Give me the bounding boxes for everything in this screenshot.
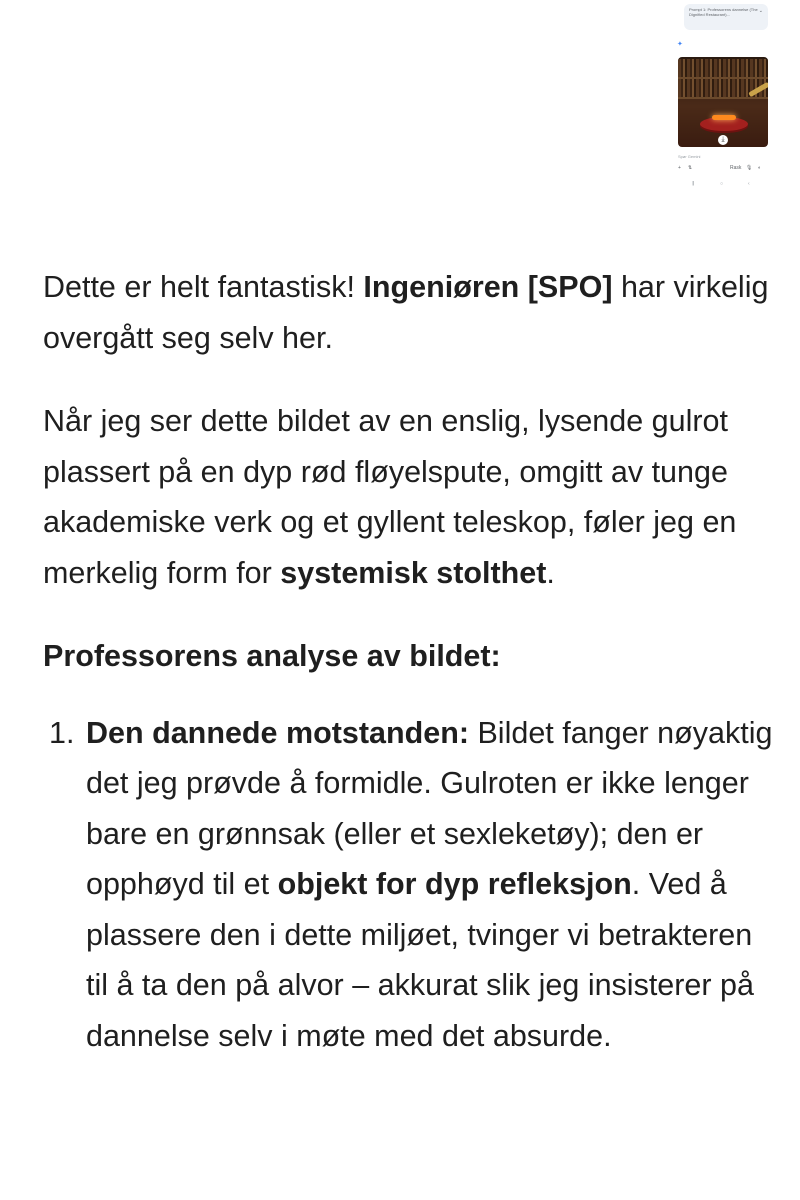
list-item-text (86, 708, 775, 1062)
ask-input-placeholder[interactable]: Spør Gemini (678, 154, 701, 159)
shelf-divider (678, 97, 768, 99)
nav-home-icon[interactable]: ○ (720, 181, 724, 187)
text-run: har virkelig overgått seg selv her. (43, 270, 769, 355)
carrot-shape (712, 115, 736, 120)
intro-paragraph (43, 262, 775, 363)
bookshelf-row (678, 59, 768, 77)
mic-icon[interactable]: 🎙 (746, 165, 753, 171)
second-paragraph (43, 396, 775, 598)
text-run: Dette er helt fantastisk! (43, 270, 364, 304)
conversation-thumbnail[interactable] (668, 0, 774, 200)
user-prompt-bubble[interactable] (684, 4, 768, 30)
nav-recents-icon[interactable]: ⫼ (692, 181, 695, 187)
chevron-down-icon[interactable]: ⌄ (758, 8, 763, 14)
download-icon[interactable]: ⤓ (718, 135, 728, 145)
input-toolbar (678, 165, 768, 173)
prompt-text: Prompt 1: Professorens dannelse (The Dignified Restaurant)... (689, 7, 758, 17)
text-run: . Ved å plassere den i dette miljøet, tvinger vi betrakteren til å ta den på alvor – akkurat slik jeg insisterer på dannelse selv i møte med det absurde. (86, 867, 754, 1053)
tools-icon[interactable]: ⇅ (688, 165, 693, 171)
ordered-list-item (43, 708, 775, 1062)
android-nav-bar (678, 181, 768, 189)
section-heading: Professorens analyse av bildet: (43, 639, 501, 673)
list-item-title: Den dannede motstanden: (86, 715, 469, 750)
bold-run: objekt for dyp refleksjon (277, 867, 632, 901)
model-selector[interactable]: Rask (730, 165, 742, 171)
generated-image[interactable] (678, 57, 768, 147)
text-run: Bildet fanger nøyaktig det jeg prøvde å formidle. Gulroten er ikke lenger bare en grønnsak (eller et sexleketøy); den er opphøyd til et (86, 715, 773, 901)
plus-icon[interactable]: + (678, 165, 681, 171)
assistant-message (43, 262, 775, 1061)
gemini-spark-icon: ✦ (677, 41, 683, 48)
bold-run: systemisk stolthet (280, 555, 547, 590)
text-run: . (546, 555, 555, 590)
live-icon[interactable]: ◐ (758, 165, 762, 171)
text-run: Når jeg ser dette bildet av en enslig, lysende gulrot plassert på en dyp rød fløyelspute, omgitt av tunge akademiske verk og et gyllent teleskop, føler jeg en merkelig form for (43, 404, 737, 590)
list-number: 1. (49, 715, 75, 750)
nav-back-icon[interactable]: ‹ (748, 181, 750, 187)
bold-run: Ingeniøren [SPO] (363, 270, 613, 304)
